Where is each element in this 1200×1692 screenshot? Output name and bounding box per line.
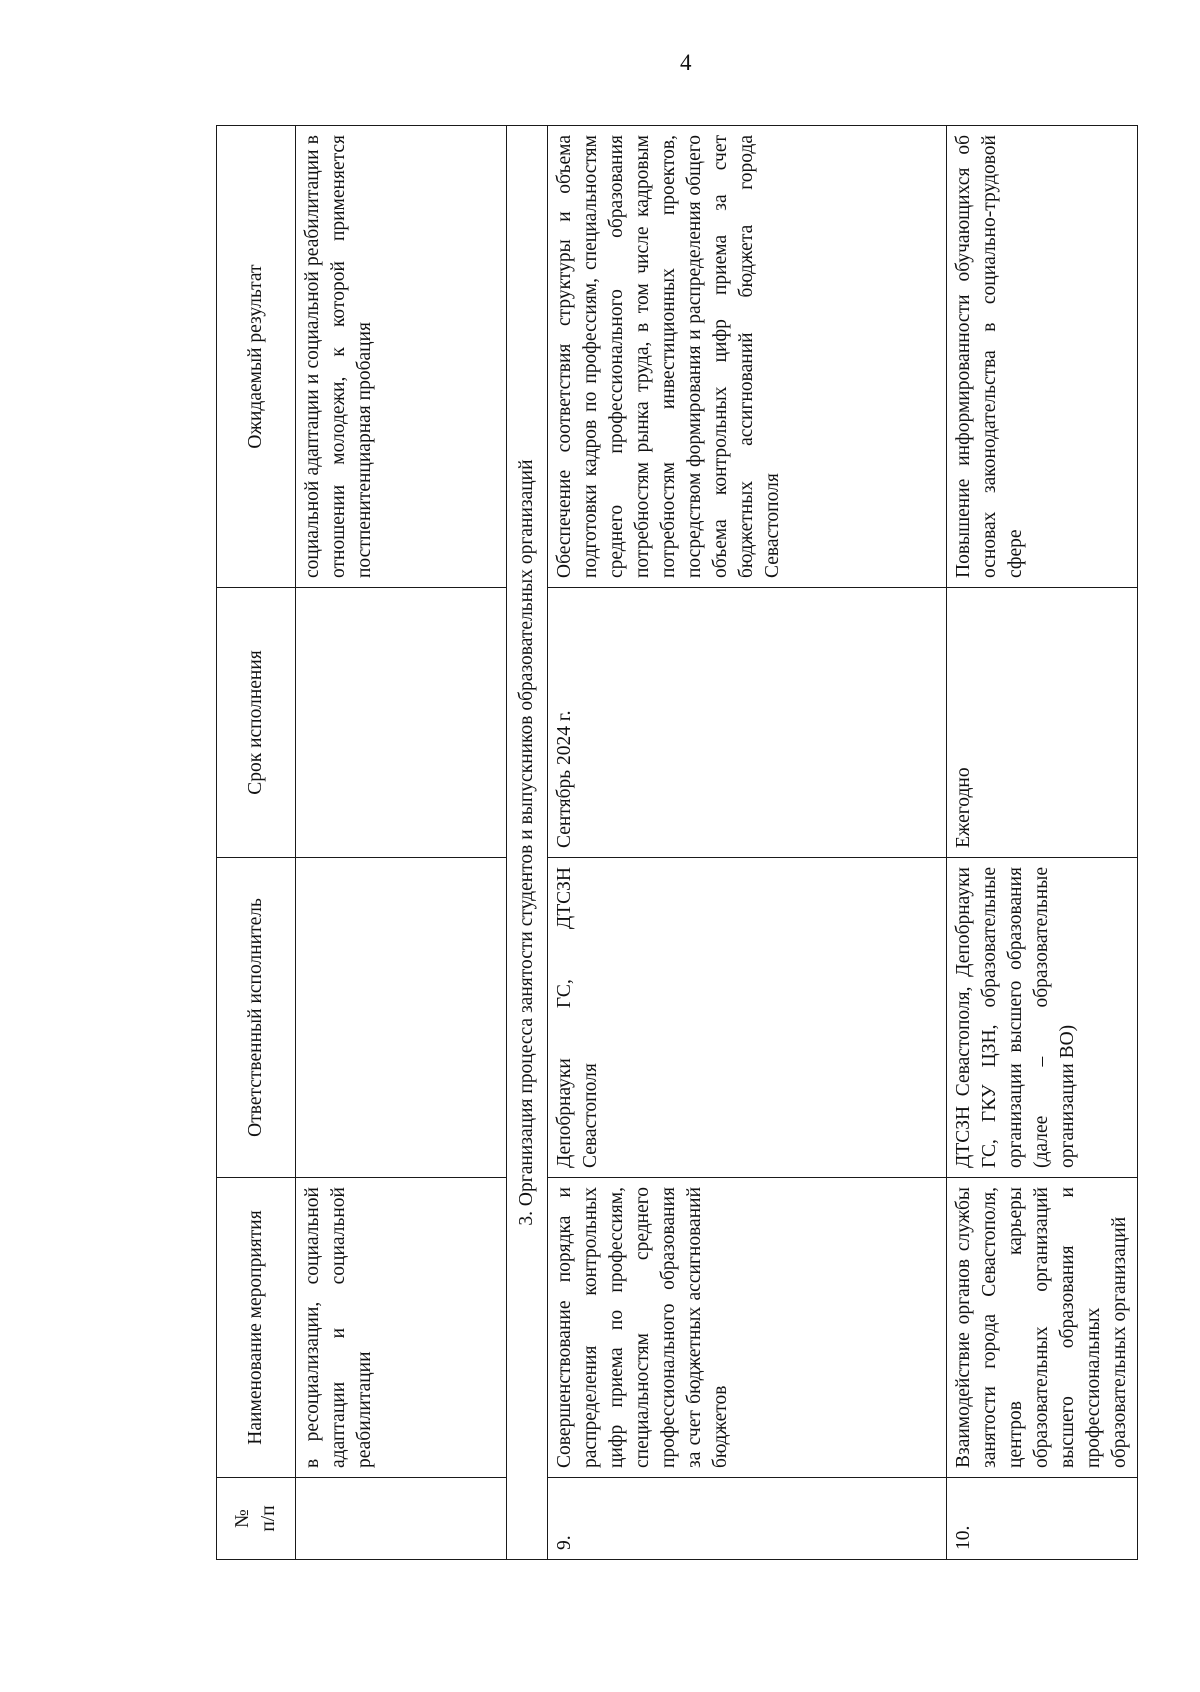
cell-deadline <box>296 588 507 858</box>
section-3-row <box>507 126 548 1560</box>
header-executor: Ответственный исполнитель <box>217 858 296 1178</box>
action-plan-table <box>216 125 1138 1560</box>
cell-executor: Депобрнауки ГС, ДТСЗН Севастополя <box>548 858 947 1178</box>
table-header-row <box>217 126 296 1560</box>
cell-num: 9. <box>548 1478 947 1560</box>
header-deadline: Срок исполнения <box>217 588 296 858</box>
cell-name: Взаимодействие органов службы занятости города Севастополя, центров карьеры образовательных организаций высшего образования и профессиональных образовательных организаций <box>947 1178 1138 1478</box>
cell-name: Совершенствование порядка и распределения контрольных цифр приема по профессиям, специальностям среднего профессионального образования за счет бюджетных ассигнований бюджетов <box>548 1178 947 1478</box>
rotated-table-wrapper <box>216 126 1130 1560</box>
cell-deadline: Сентябрь 2024 г. <box>548 588 947 858</box>
cell-num: 10. <box>947 1478 1138 1560</box>
header-result: Ожидаемый результат <box>217 126 296 588</box>
cell-result: социальной адаптации и социальной реабилитации в отношении молодежи, к которой применяется постпенитенциарная пробация <box>296 126 507 588</box>
cell-num <box>296 1478 507 1560</box>
page-number: 4 <box>680 50 692 75</box>
cell-executor <box>296 858 507 1178</box>
header-name: Наименование мероприятия <box>217 1178 296 1478</box>
header-num: № п/п <box>217 1478 296 1560</box>
section-3-title: 3. Организация процесса занятости студентов и выпускников образовательных организаций <box>507 126 548 1560</box>
cell-executor: ДТСЗН Севастополя, Депобрнауки ГС, ГКУ ЦЗН, образовательные организации высшего образования (далее – образовательные организации ВО) <box>947 858 1138 1178</box>
cell-deadline: Ежегодно <box>947 588 1138 858</box>
cell-name: в ресоциализации, социальной адаптации и социальной реабилитации <box>296 1178 507 1478</box>
table-row-10 <box>947 126 1138 1560</box>
cell-result: Обеспечение соответствия структуры и объема подготовки кадров по профессиям, специальностям среднего профессионального образования потребностям рынка труда, в том числе кадровым потребностям инвестиционных проектов, посредством формирования и распределения общего объема контрольных цифр приема за счет бюджетных ассигнований бюджета города Севастополя <box>548 126 947 588</box>
cell-result: Повышение информированности обучающихся об основах законодательства в социально-трудовой сфере <box>947 126 1138 588</box>
table-row-9 <box>548 126 947 1560</box>
table-row-continued <box>296 126 507 1560</box>
